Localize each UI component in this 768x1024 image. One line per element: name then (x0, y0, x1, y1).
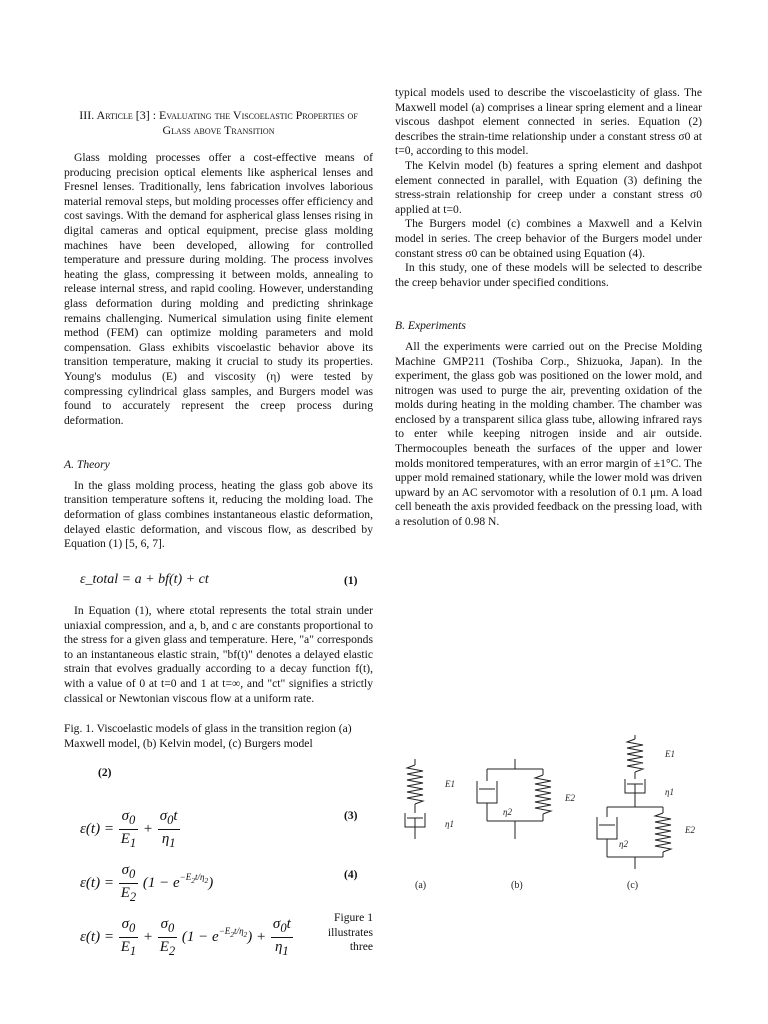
equation-maxwell: ε(t) = $\frac{\sigma_0}{E_1}$ + $\frac{\sigma_0t}{\eta_1}$ (80, 808, 178, 850)
theory-paragraph-1: In the glass molding process, heating the glass gob above its transition temperature softens it, reducing the molding load. The deformation of glass combines instantaneous elastic deformation, delayed elastic deformation, and viscous flow, as described by Equation (1) [5, 6, 7]. (64, 478, 373, 551)
label-eta1-a: η1 (445, 819, 454, 829)
figure-label-b: (b) (511, 880, 523, 891)
experiments-heading: B. Experiments (395, 319, 466, 333)
label-e2-b: E2 (565, 793, 575, 803)
equation-2-number: (2) (98, 767, 112, 779)
left-column (64, 108, 373, 552)
label-eta2-c: η2 (619, 839, 628, 849)
label-eta1-c: η1 (665, 787, 674, 797)
right-column (395, 86, 702, 530)
intro-paragraph: Glass molding processes offer a cost-effective means of producing precision optical elements like aspherical lenses and Fresnel lenses. Traditionally, lens fabrication involves laborious material removal steps, but molding processes offer efficiency and cost savings. With the demand for aspherical glass lenses rising in digital cameras and optical equipment, precise glass molding machines have been developed, allowing for controlled temperature and pressure during molding. The process involves heating the glass, compressing it between molds, annealing to release internal stress, and rapid cooling. However, understanding glass deformation during molding and predicting shrinkage remains challenging. Numerical simulation using finite element method (FEM) can optimize molding parameters and mold compensation. Glass exhibits viscoelastic behavior above its transition temperature, making it crucial to study its properties. Young's modulus (E) and viscosity (η) were tested by compressing cylindrical glass samples, and Burgers model was found to accurately represent the creep process during deformation. (64, 151, 373, 427)
right-paragraph-2: The Kelvin model (b) features a spring element and dashpot element connected in parallel, with Equation (3) defining the stress-strain relationship for creep under a constant stress σ0 applied at t=0. (395, 158, 702, 216)
experiments-paragraph: All the experiments were carried out on the Precise Molding Machine GMP211 (Toshiba Corp., Shizuoka, Japan). In the experiment, the glass gob was positioned on the lower mold, and nitrogen was used to purge the air, preventing oxidation of the molds during heating in the molding chamber. The chamber was enclosed by a transparent silica glass tube, allowing infrared rays to enter while keeping nitrogen inside and air outside. Thermocouples beneath the surfaces of the upper and lower molds monitored temperatures, with an error margin of ±1°C. The upper mold remained stationary, while the lower mold was driven upward by an AC servomotor with a resolution of 0.1 μm. A load cell beneath the axis provided feedback on the pressing load, with a resolution of 0.98 N. (395, 339, 702, 529)
theory-paragraph-2: In Equation (1), where εtotal represents the total strain under uniaxial compression, and a, b, and c are constants proportional to the stress for a given glass and temperature. Here, "a" corresponds to an instantaneous elastic strain, "bf(t)" denotes a delayed elastic strain that evolves gradually according to a decay function f(t), with a value of 0 at t=0 and 1 at t=∞, and "ct" signifies a strictly classical or Newtonian viscous flow at a uniform rate. (64, 604, 373, 705)
equation-3-number: (3) (344, 810, 358, 822)
figure-reference-text: Figure 1 illustrates three (327, 911, 373, 954)
right-paragraph-4: In this study, one of these models will be selected to describe the creep behavior under specified conditions. (395, 261, 702, 289)
right-paragraph-3: The Burgers model (c) combines a Maxwell and a Kelvin model in series. The creep behavior of the Burgers model under constant stress σ0 can be obtained using Equation (4). (395, 217, 702, 260)
label-eta2-b: η2 (503, 807, 512, 817)
equation-1: ε_total = a + bf(t) + ct (80, 572, 209, 587)
label-e1-c: E1 (665, 749, 675, 759)
section-title: III. Article [3] : Evaluating the Viscoelastic Properties of Glass above Transition (79, 108, 358, 137)
equation-burgers: ε(t) = $\frac{\sigma_0}{E_1}$ + $\frac{\sigma_0}{E_2}$ $(1 - e^{-E_2t/\eta_2})$ + $\frac{\sigma_0t}{\eta_1}$ (80, 916, 291, 958)
theory-paragraph-2-block (64, 604, 373, 706)
figure-label-c: (c) (627, 880, 639, 891)
right-paragraph-1: typical models used to describe the viscoelasticity of glass. The Maxwell model (a) comprises a linear spring element and a linear viscous dashpot element connected in series. Equation (2) describes the strain-time relationship under a constant stress σ0 at t=0, according to this model. (395, 86, 702, 158)
equation-4-number: (4) (344, 869, 358, 881)
figure-label-a: (a) (415, 880, 427, 891)
viscoelastic-models-figure (395, 725, 715, 900)
label-e2-c: E2 (685, 825, 695, 835)
theory-heading: A. Theory (64, 458, 110, 472)
equation-1-number: (1) (344, 575, 358, 587)
figure-caption: Fig. 1. Viscoelastic models of glass in the transition region (a) Maxwell model, (b) Kelvin model, (c) Burgers model (64, 722, 352, 750)
label-e1-a: E1 (445, 779, 455, 789)
equation-kelvin: ε(t) = $\frac{\sigma_0}{E_2}$ $(1 - e^{-E_2t/\eta_2})$ (80, 862, 214, 904)
